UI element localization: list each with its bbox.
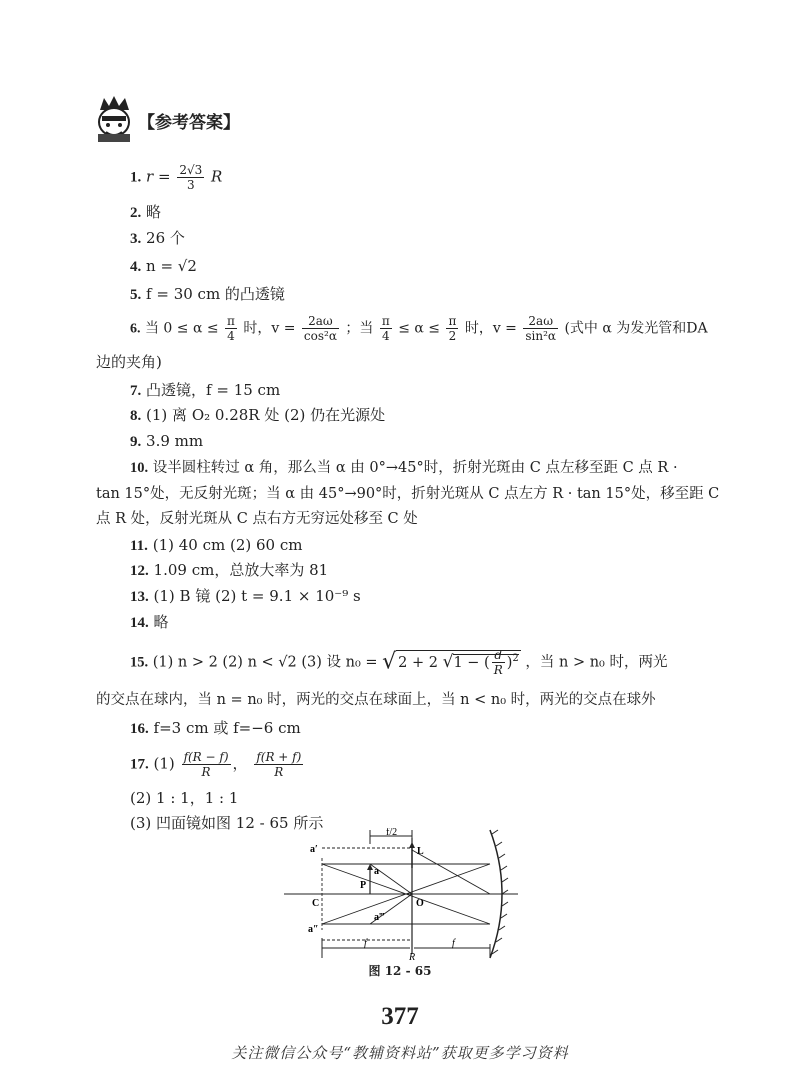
sqrt-radicand — [453, 648, 519, 677]
optics-diagram — [282, 828, 522, 962]
answer-10 — [130, 458, 678, 478]
answer-4 — [130, 256, 197, 277]
fraction — [182, 750, 231, 779]
answer-text: 时，v = — [243, 320, 296, 337]
answer-10-line2: tan 15°处，无反射光斑；当 α 由 45°→90°时，折射光斑从 C 点左方 R · tan 15°处，移至距 C — [96, 486, 720, 502]
answer-number: 2. — [130, 205, 142, 221]
fraction — [492, 648, 505, 677]
answer-number: 11. — [130, 538, 148, 554]
answer-14 — [130, 612, 169, 633]
answer-number: 1. — [130, 169, 142, 186]
answer-text: (1) 40 cm (2) 60 cm — [152, 536, 303, 554]
answer-6 — [130, 314, 708, 343]
label-R: R — [409, 952, 416, 962]
answer-number: 8. — [130, 408, 142, 424]
answer-15-continued: 的交点在球内，当 n = n₀ 时，两光的交点在球面上，当 n < n₀ 时，两光的交点在球外 — [96, 692, 656, 708]
fraction-numerator: 2aω — [523, 314, 558, 329]
answer-11 — [130, 535, 302, 556]
fraction-denominator: R — [493, 663, 503, 677]
label-f-right: f — [452, 938, 455, 949]
answer-text: ， — [232, 754, 248, 773]
answer-number: 7. — [130, 383, 142, 399]
fraction-denominator: 2 — [448, 329, 457, 343]
exponent: 2 — [512, 652, 519, 664]
answer-number: 10. — [130, 460, 149, 476]
label-a-triple: a‴ — [374, 912, 385, 923]
answer-number: 14. — [130, 615, 149, 631]
fraction-denominator: 4 — [381, 329, 390, 343]
answer-1 — [130, 163, 222, 192]
answer-number: 4. — [130, 259, 142, 275]
answer-text: ) — [506, 654, 513, 671]
label-a: a — [374, 866, 379, 877]
fraction-denominator: 3 — [186, 178, 195, 192]
answer-7 — [130, 380, 280, 401]
fraction-numerator: π — [448, 314, 457, 328]
answer-number: 16. — [130, 721, 149, 737]
answer-text: R — [211, 167, 223, 186]
fraction-numerator: 2√3 — [179, 163, 203, 177]
label-C: C — [312, 898, 320, 909]
answer-text: (式中 α 为发光管和DA — [564, 320, 708, 337]
answer-9 — [130, 431, 203, 452]
answer-number: 6. — [130, 321, 141, 337]
answer-10-line3: 点 R 处，反射光斑从 C 点右方无穷远处移至 C 处 — [96, 511, 418, 527]
answer-17-line2: (2) 1 : 1，1 : 1 — [130, 789, 239, 807]
fraction-denominator: sin²α — [525, 329, 557, 343]
answer-number: 13. — [130, 589, 149, 605]
fraction-numerator: π — [381, 314, 390, 328]
fraction — [380, 314, 392, 343]
answer-text: 略 — [153, 613, 169, 631]
answer-number: 17. — [130, 756, 149, 773]
mascot-icon — [96, 96, 136, 142]
answer-text: ，当 n > n₀ 时，两光 — [525, 654, 668, 671]
fraction-denominator: R — [201, 765, 211, 779]
answer-12 — [130, 560, 328, 581]
answer-number: 15. — [130, 654, 149, 671]
answer-text: f = 30 cm 的凸透镜 — [146, 285, 285, 303]
answer-text: (1) — [153, 754, 175, 773]
fraction — [254, 750, 303, 779]
answer-text: r = — [146, 167, 176, 186]
sqrt-radicand — [396, 648, 521, 677]
answer-text: 略 — [146, 203, 162, 221]
answer-text: n = √2 — [146, 257, 197, 275]
answer-text: f=3 cm 或 f=−6 cm — [153, 719, 301, 737]
label-O: O — [416, 898, 424, 909]
answer-text: 1 − ( — [453, 654, 490, 671]
answer-text: 3.9 mm — [146, 432, 204, 450]
answer-3 — [130, 228, 185, 249]
footer-watermark: 关注微信公众号“教辅资料站”获取更多学习资料 — [231, 1044, 569, 1062]
answer-text: (1) n > 2 (2) n < √2 (3) 设 n₀ = — [152, 654, 378, 671]
label-f-half: f/2 — [386, 828, 398, 838]
answer-17 — [130, 750, 305, 779]
answer-number: 5. — [130, 287, 142, 303]
answer-2 — [130, 202, 161, 223]
answer-16 — [130, 718, 301, 739]
label-L: L — [417, 846, 424, 857]
answer-17-line3: (3) 凹面镜如图 12 - 65 所示 — [130, 814, 324, 832]
fraction-denominator: 4 — [227, 329, 235, 343]
answer-number: 9. — [130, 434, 142, 450]
fraction-numerator: f(R − f) — [183, 750, 229, 764]
answer-text: 凸透镜，f = 15 cm — [146, 381, 281, 399]
label-f-left: f — [364, 938, 367, 949]
answer-text: ≤ α ≤ — [398, 320, 441, 337]
answer-text: 当 0 ≤ α ≤ — [144, 320, 219, 337]
figure-caption: 图 12 - 65 — [368, 964, 432, 978]
fraction-denominator: R — [274, 765, 284, 779]
label-a-prime: a′ — [310, 844, 318, 855]
fraction — [225, 314, 237, 343]
section-title: 【参考答案】 — [138, 113, 240, 133]
page-number: 377 — [381, 1003, 419, 1030]
answer-text: 1.09 cm，总放大率为 81 — [153, 561, 329, 579]
answer-text: ；当 — [345, 320, 374, 337]
answer-text: 2 + 2 — [398, 654, 438, 671]
label-a-double: a″ — [308, 924, 319, 935]
fraction — [523, 314, 558, 343]
answer-text: 设半圆柱转过 α 角，那么当 α 由 0°→45°时，折射光斑由 C 点左移至距 C 点 R · — [152, 460, 678, 476]
fraction-numerator: f(R + f) — [256, 750, 302, 764]
answer-text: (1) B 镜 (2) t = 9.1 × 10⁻⁹ s — [153, 587, 361, 605]
answer-13 — [130, 586, 361, 607]
fraction — [302, 314, 339, 343]
answer-text: (1) 离 O₂ 0.28R 处 (2) 仍在光源处 — [146, 406, 386, 424]
fraction-numerator: d — [492, 648, 505, 663]
answer-number: 12. — [130, 563, 149, 579]
answer-6-continued: 边的夹角) — [96, 353, 162, 371]
answer-8 — [130, 405, 385, 426]
fraction-numerator: π — [227, 314, 235, 328]
sqrt-sign: √ — [382, 649, 397, 675]
answer-number: 3. — [130, 231, 142, 247]
fraction — [446, 314, 458, 343]
label-P: P — [360, 880, 367, 891]
fraction — [177, 163, 204, 192]
answer-text: 时，v = — [464, 320, 517, 337]
answer-15 — [130, 648, 667, 677]
fraction-numerator: 2aω — [302, 314, 339, 329]
fraction-denominator: cos²α — [303, 329, 337, 343]
answer-5 — [130, 284, 285, 305]
sqrt-sign: √ — [442, 651, 454, 672]
answer-text: 26 个 — [146, 229, 185, 247]
